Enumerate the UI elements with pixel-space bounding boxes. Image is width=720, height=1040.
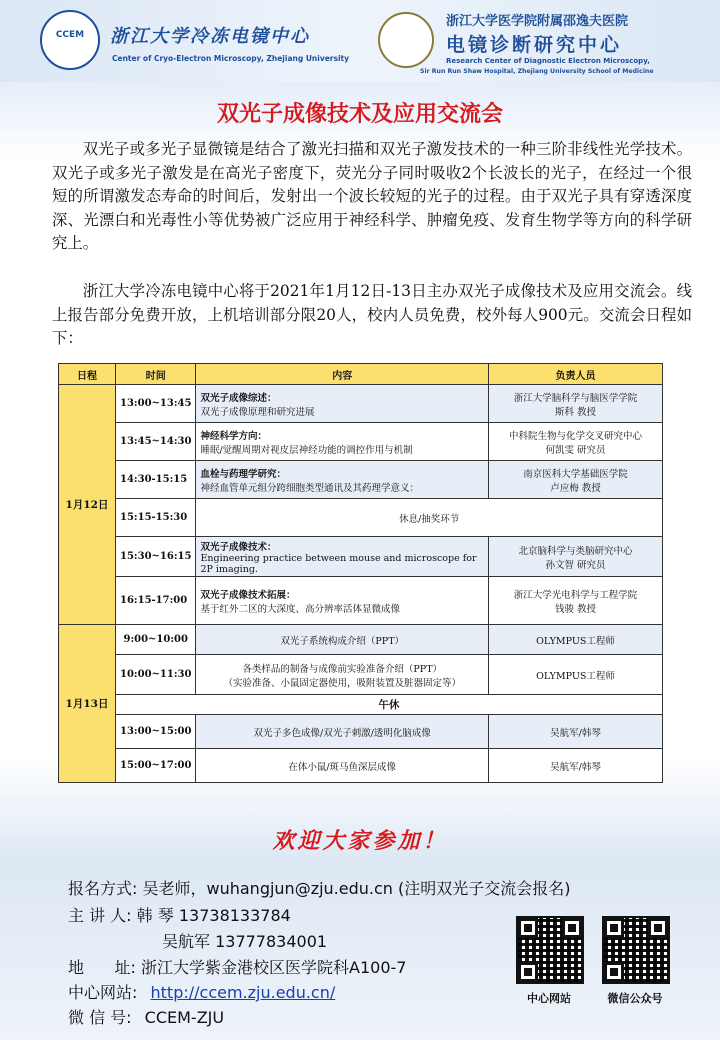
hospital-name: 浙江大学医学院附属邵逸夫医院 [446, 14, 629, 29]
talk-title: 双光子成像技术： [200, 541, 277, 553]
person-name: 孙文智 研究员 [545, 559, 606, 571]
website-qr-label: 中心网站 [527, 992, 571, 1005]
person-cell [489, 423, 663, 461]
website-link[interactable]: http://ccem.zju.edu.cn/ [150, 983, 336, 1002]
person-cell: OLYMPUS工程师 [489, 655, 663, 695]
content-cell [196, 423, 489, 461]
person-cell [489, 537, 663, 577]
lunch-cell: 午休 [116, 695, 663, 715]
content-cell [196, 461, 489, 499]
intro-paragraph: 双光子或多光子显微镜是结合了激光扫描和双光子激发技术的一种三阶非线性光学技术。双光子或多光子激发是在高光子密度下，荧光分子同时吸收2个长波长的光子，在经过一个很短的所谓激发态寿命的时间后，发射出一个波长较短的光子的过程。由于双光子具有穿透深度深、光漂白和光毒性小等优势被广泛应用于神经科学、肿瘤免疫、发育生物学等方向的科学研究上。 [52, 140, 692, 252]
person-cell [489, 385, 663, 423]
time-cell: 15:30~16:15 [116, 537, 196, 577]
table-row [59, 695, 663, 715]
header-time: 时间 [116, 364, 196, 385]
content-cell [196, 537, 489, 577]
talk-title: 双光子成像综述： [200, 392, 277, 404]
time-cell: 14:30-15:15 [116, 461, 196, 499]
right-center-subtitle-2: Sir Run Run Shaw Hospital, Zhejiang University School of Medicine [420, 68, 654, 75]
table-row [59, 625, 663, 655]
registration-value: 吴老师，wuhangjun@zju.edu.cn (注明双光子交流会报名) [142, 879, 571, 898]
time-cell: 13:00~15:00 [116, 715, 196, 749]
address-label: 地 址: [68, 958, 136, 977]
event-paragraph: 浙江大学冷冻电镜中心将于2021年1月12日-13日主办双光子成像技术及应用交流会。线上报告部分免费开放，上机培训部分限20人，校内人员免费，校外每人900元。交流会日程如下： [52, 282, 692, 347]
registration-line [68, 876, 571, 899]
person-affiliation: 中科院生物与化学交叉研究中心 [508, 430, 642, 442]
day-cell-1: 1月12日 [59, 385, 116, 625]
hospital-logo [378, 12, 434, 68]
talk-title: 血栓与药理学研究： [200, 468, 286, 480]
talk-desc: Engineering practice between mouse and microscope for 2P imaging. [200, 552, 477, 575]
talk-desc: 睡眠/觉醒周期对视皮层神经功能的调控作用与机制 [200, 444, 413, 456]
person-name: 斯科 教授 [554, 406, 597, 418]
table-row [59, 749, 663, 783]
talk-desc: 基于红外二区的大深度、高分辨率活体显微成像 [200, 603, 400, 615]
person-cell: OLYMPUS工程师 [489, 625, 663, 655]
wechat-qr-code[interactable] [602, 916, 670, 984]
left-center-subtitle: Center of Cryo-Electron Microscopy, Zhejiang University [112, 54, 350, 63]
header-banner [0, 0, 720, 82]
content-cell: 在体小鼠/斑马鱼深层成像 [196, 749, 489, 783]
person-name: 何凯雯 研究员 [545, 444, 606, 456]
wechat-value: CCEM-ZJU [144, 1008, 225, 1027]
content-cell [196, 577, 489, 625]
wechat-line [68, 1005, 224, 1028]
time-cell: 16:15-17:00 [116, 577, 196, 625]
table-row [59, 423, 663, 461]
header-person: 负责人员 [489, 364, 663, 385]
table-row [59, 537, 663, 577]
content-cell [196, 385, 489, 423]
website-label: 中心网站: [68, 983, 138, 1002]
time-cell: 13:00~13:45 [116, 385, 196, 423]
talk-title: 双光子成像技术拓展： [200, 589, 296, 601]
speaker-line [68, 903, 291, 926]
right-center-subtitle-1: Research Center of Diagnostic Electron Microscopy, [446, 57, 650, 65]
ccem-logo [40, 10, 100, 70]
header-date: 日程 [59, 364, 116, 385]
content-cell: 双光子多色成像/双光子刺激/透明化脑成像 [196, 715, 489, 749]
person-cell [489, 577, 663, 625]
website-line [68, 980, 335, 1003]
table-row [59, 655, 663, 695]
break-cell: 休息/抽奖环节 [196, 499, 663, 537]
person-name: 钱骏 教授 [554, 603, 597, 615]
person-name: 卢应梅 教授 [550, 482, 601, 494]
person-affiliation: 北京脑科学与类脑研究中心 [518, 545, 633, 557]
table-row [59, 577, 663, 625]
table-row [59, 499, 663, 537]
time-cell: 9:00~10:00 [116, 625, 196, 655]
table-row [59, 385, 663, 423]
speaker-1: 韩 琴 13738133784 [136, 906, 291, 925]
content-cell [196, 655, 489, 695]
speaker-2: 吴航军 13777834001 [162, 932, 328, 951]
wechat-qr-label: 微信公众号 [607, 992, 663, 1005]
table-row [59, 461, 663, 499]
talk-desc: 神经血管单元组分跨细胞类型通讯及其药理学意义： [200, 482, 419, 494]
ccem-logo-text: CCEM [55, 30, 85, 40]
website-qr-code[interactable] [516, 916, 584, 984]
schedule-table [58, 363, 663, 783]
table-header-row [59, 364, 663, 385]
session-desc: （实验准备、小鼠固定器使用，吸附装置及脏器固定等） [223, 677, 461, 689]
person-affiliation: 浙江大学脑科学与脑医学学院 [513, 392, 638, 404]
wechat-label: 微 信 号: [68, 1008, 132, 1027]
talk-title: 神经科学方向： [200, 430, 267, 442]
person-cell: 吴航军/韩琴 [489, 749, 663, 783]
time-cell: 15:00~17:00 [116, 749, 196, 783]
person-affiliation: 南京医科大学基础医学院 [523, 468, 628, 480]
welcome-banner: 欢迎大家参加！ [272, 828, 448, 854]
time-cell: 13:45~14:30 [116, 423, 196, 461]
person-affiliation: 浙江大学光电科学与工程学院 [513, 589, 638, 601]
speaker-label: 主 讲 人: [68, 906, 132, 925]
day-cell-2: 1月13日 [59, 625, 116, 783]
table-row [59, 715, 663, 749]
time-cell: 15:15-15:30 [116, 499, 196, 537]
time-cell: 10:00~11:30 [116, 655, 196, 695]
page-title: 双光子成像技术及应用交流会 [216, 102, 503, 127]
person-cell: 吴航军/韩琴 [489, 715, 663, 749]
header-content: 内容 [196, 364, 489, 385]
address-line [68, 955, 406, 978]
session-title: 各类样品的制备与成像前实验准备介绍（PPT） [242, 663, 443, 675]
left-center-title: 浙江大学冷冻电镜中心 [110, 26, 310, 47]
registration-label: 报名方式: [68, 879, 138, 898]
person-cell [489, 461, 663, 499]
right-center-title: 电镜诊断研究中心 [446, 34, 623, 56]
content-cell: 双光子系统构成介绍（PPT） [196, 625, 489, 655]
talk-desc: 双光子成像原理和研究进展 [200, 406, 315, 418]
address-value: 浙江大学紫金港校区医学院科A100-7 [141, 958, 407, 977]
